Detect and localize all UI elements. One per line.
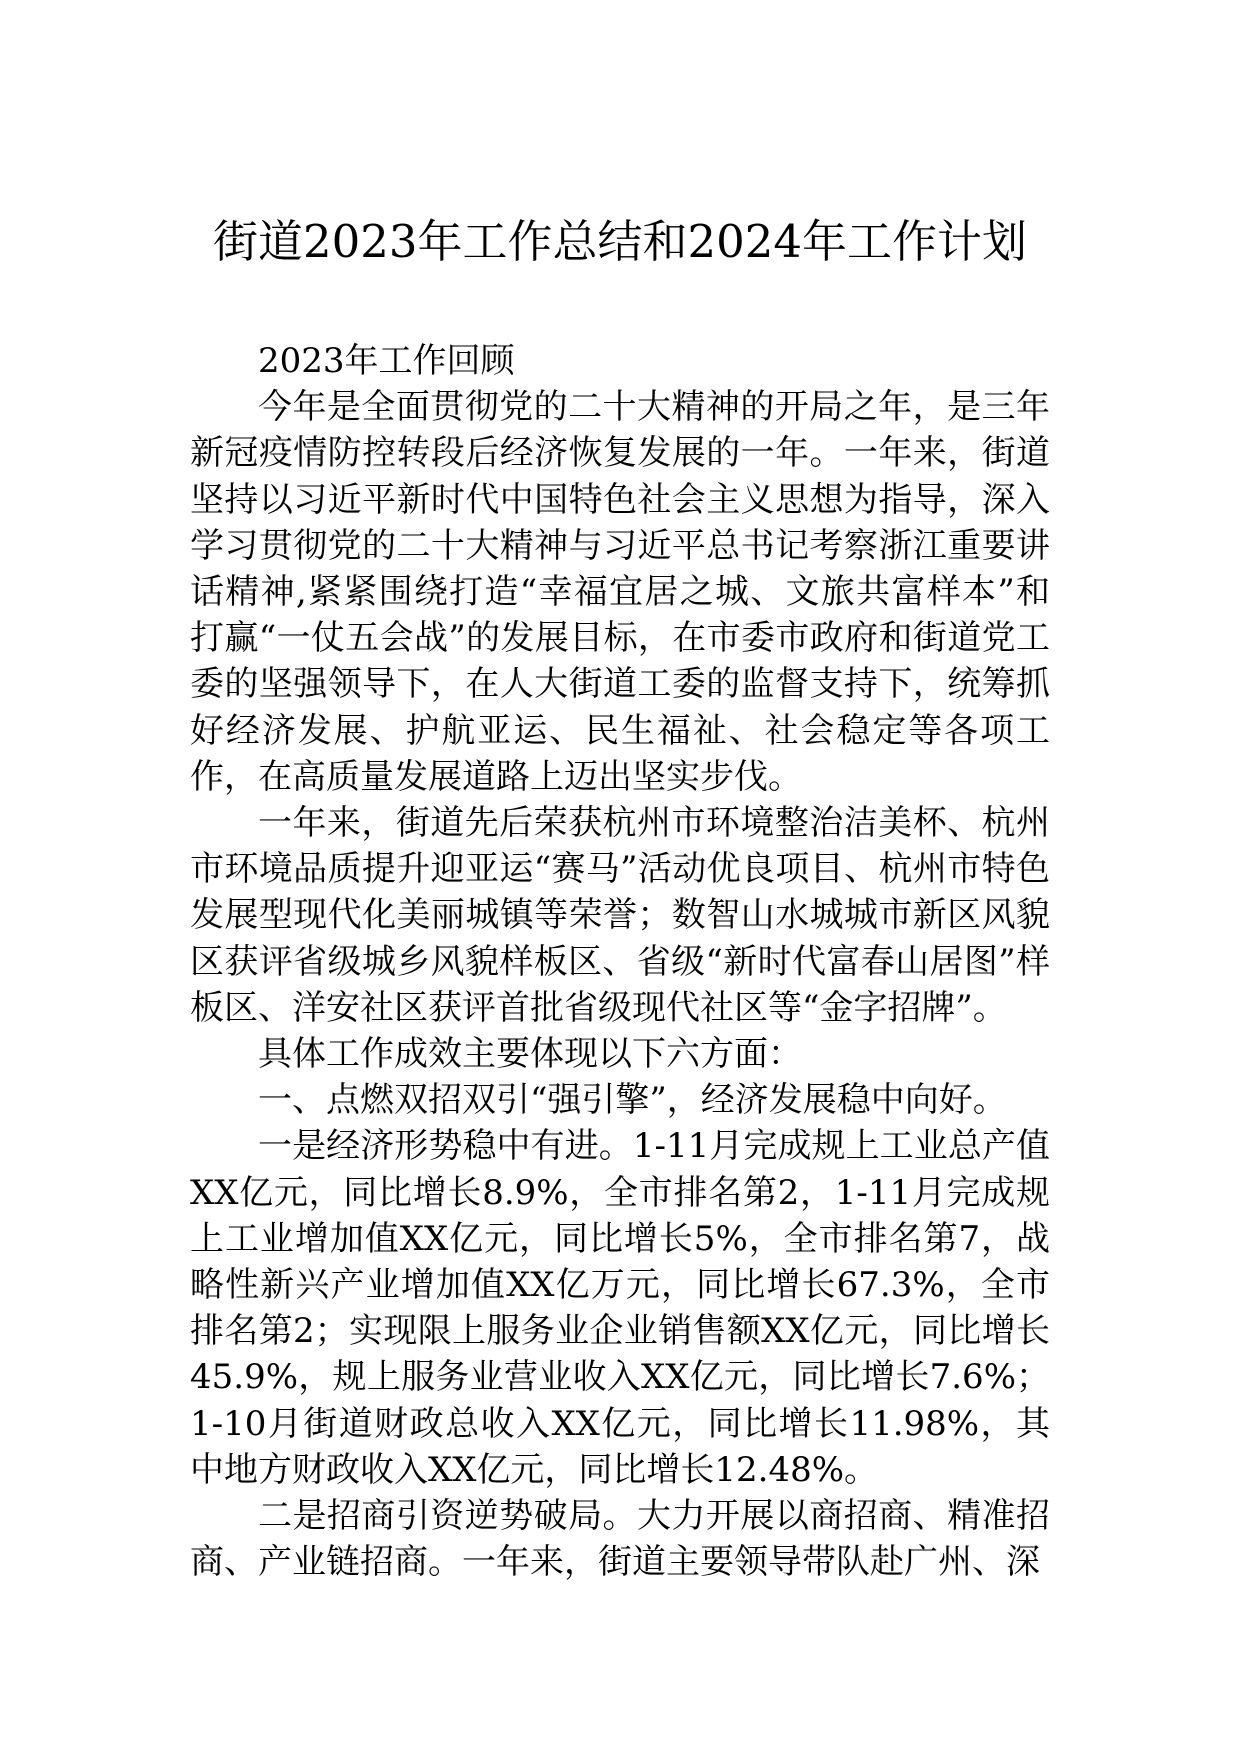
- paragraph-economic-situation: 一是经济形势稳中有进。1-11月完成规上工业总产值XX亿元，同比增长8.9%，全市排名第2，1-11月完成规上工业增加值XX亿元，同比增长5%，全市排名第7，战略性新兴产业增加值XX亿万元，同比增长67.3%，全市排名第2；实现限上服务业企业销售额XX亿元，同比增长45.9%，规上服务业营业收入XX亿元，同比增长7.6%；1-10月街道财政总收入XX亿元，同比增长11.98%，其中地方财政收入XX亿元，同比增长12.48%。: [190, 1126, 1050, 1490]
- section-heading-review: 2023年工作回顾: [258, 341, 515, 381]
- paragraph-honors: 一年来，街道先后荣获杭州市环境整治洁美杯、杭州市环境品质提升迎亚运“赛马”活动优良项目、杭州市特色发展型现代化美丽城镇等荣誉；数智山水城城市新区风貌区获评省级城乡风貌样板区、省级“新时代富春山居图”样板区、洋安社区获评首批省级现代社区等“金字招牌”。: [190, 803, 1050, 1028]
- paragraph-investment: 二是招商引资逆势破局。大力开展以商招商、精准招商、产业链招商。一年来，街道主要领导带队赴广州、深: [190, 1496, 1050, 1583]
- document-body: [190, 338, 1050, 1585]
- section-heading-economy: 一、点燃双招双引“强引擎”，经济发展稳中向好。: [258, 1080, 1007, 1121]
- paragraph-intro: 今年是全面贯彻党的二十大精神的开局之年，是三年新冠疫情防控转段后经济恢复发展的一年。一年来，街道坚持以习近平新时代中国特色社会主义思想为指导，深入学习贯彻党的二十大精神与习近平总书记考察浙江重要讲话精神,紧紧围绕打造“幸福宜居之城、文旅共富样本”和打赢“一仗五会战”的发展目标，在市委市政府和街道党工委的坚强领导下，在人大街道工委的监督支持下，统筹抓好经济发展、护航亚运、民生福祉、社会稳定等各项工作，在高质量发展道路上迈出坚实步伐。: [190, 387, 1050, 797]
- document-title: 街道2023年工作总结和2024年工作计划: [212, 215, 1028, 268]
- paragraph-six-aspects: 具体工作成效主要体现以下六方面：: [258, 1034, 802, 1075]
